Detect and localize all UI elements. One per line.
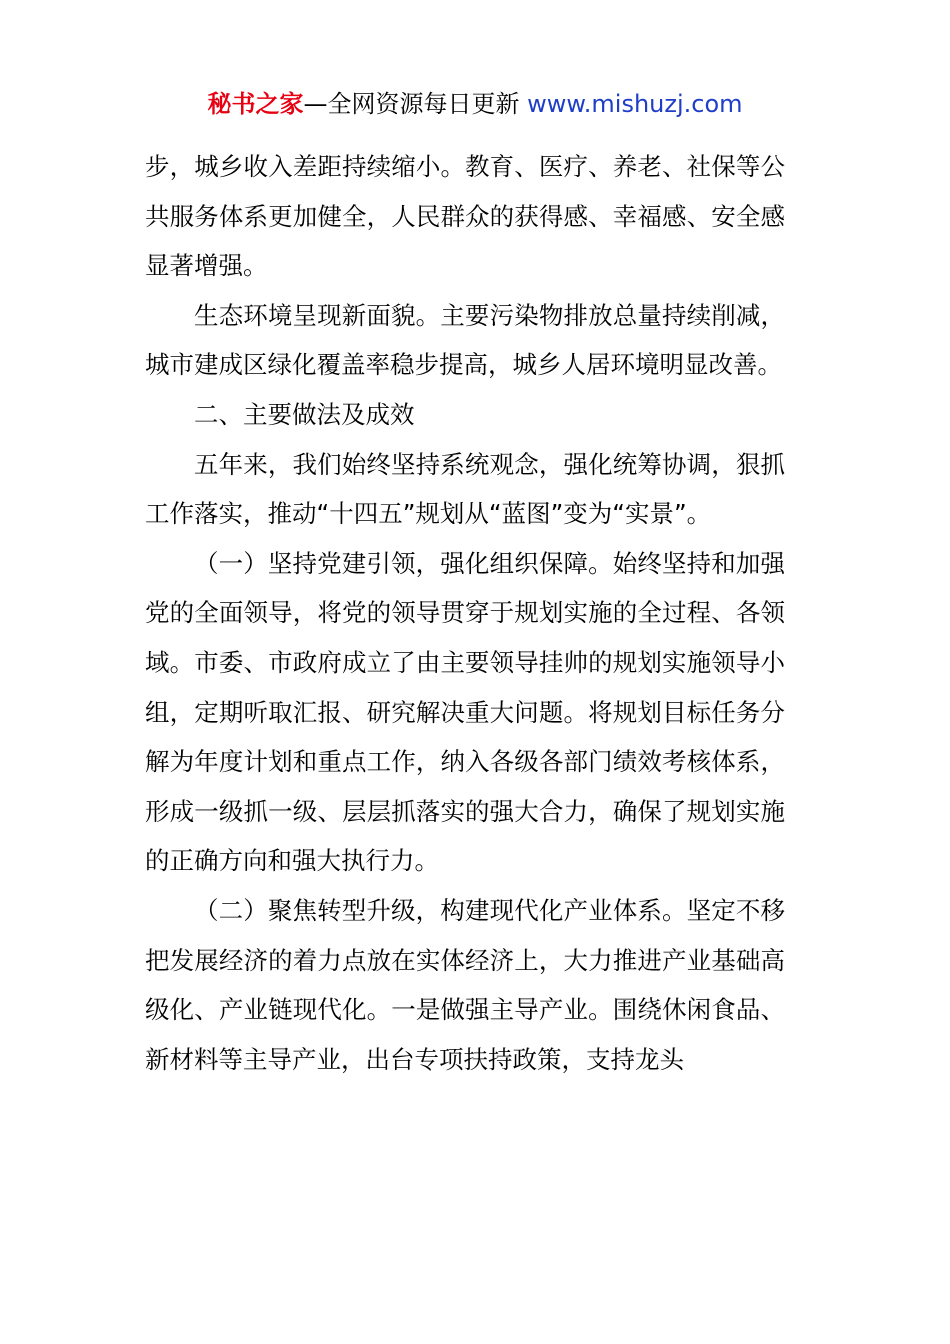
- paragraph-1: 步，城乡收入差距持续缩小。教育、医疗、养老、社保等公共服务体系更加健全，人民群众的获得感、幸福感、安全感显著增强。: [145, 152, 785, 281]
- site-url: www.mishuzj.com: [527, 90, 743, 118]
- header-tagline: —全网资源每日更新: [303, 90, 528, 118]
- paragraph-4: （一）坚持党建引领，强化组织保障。始终坚持和加强党的全面领导，将党的领导贯穿于规划实施的全过程、各领域。市委、市政府成立了由主要领导挂帅的规划实施领导小组，定期听取汇报、研究解决重大问题。将规划目标任务分解为年度计划和重点工作，纳入各级各部门绩效考核体系，形成一级抓一级、层层抓落实的强大合力，确保了规划实施的正确方向和强大执行力。: [145, 548, 785, 876]
- paragraph-3: 五年来，我们始终坚持系统观念，强化统筹协调，狠抓工作落实，推动“十四五”规划从“蓝图”变为“实景”。: [145, 449, 785, 529]
- document-body: [145, 142, 785, 1084]
- page-header: [0, 86, 950, 122]
- paragraph-2: 生态环境呈现新面貌。主要污染物排放总量持续削减，城市建成区绿化覆盖率稳步提高，城乡人居环境明显改善。: [145, 300, 785, 380]
- brand-name: 秘书之家: [207, 90, 304, 118]
- section-heading: 二、主要做法及成效: [194, 399, 415, 429]
- paragraph-5: （二）聚焦转型升级，构建现代化产业体系。坚定不移把发展经济的着力点放在实体经济上，大力推进产业基础高级化、产业链现代化。一是做强主导产业。围绕休闲食品、新材料等主导产业，出台专项扶持政策，支持龙头: [145, 895, 785, 1074]
